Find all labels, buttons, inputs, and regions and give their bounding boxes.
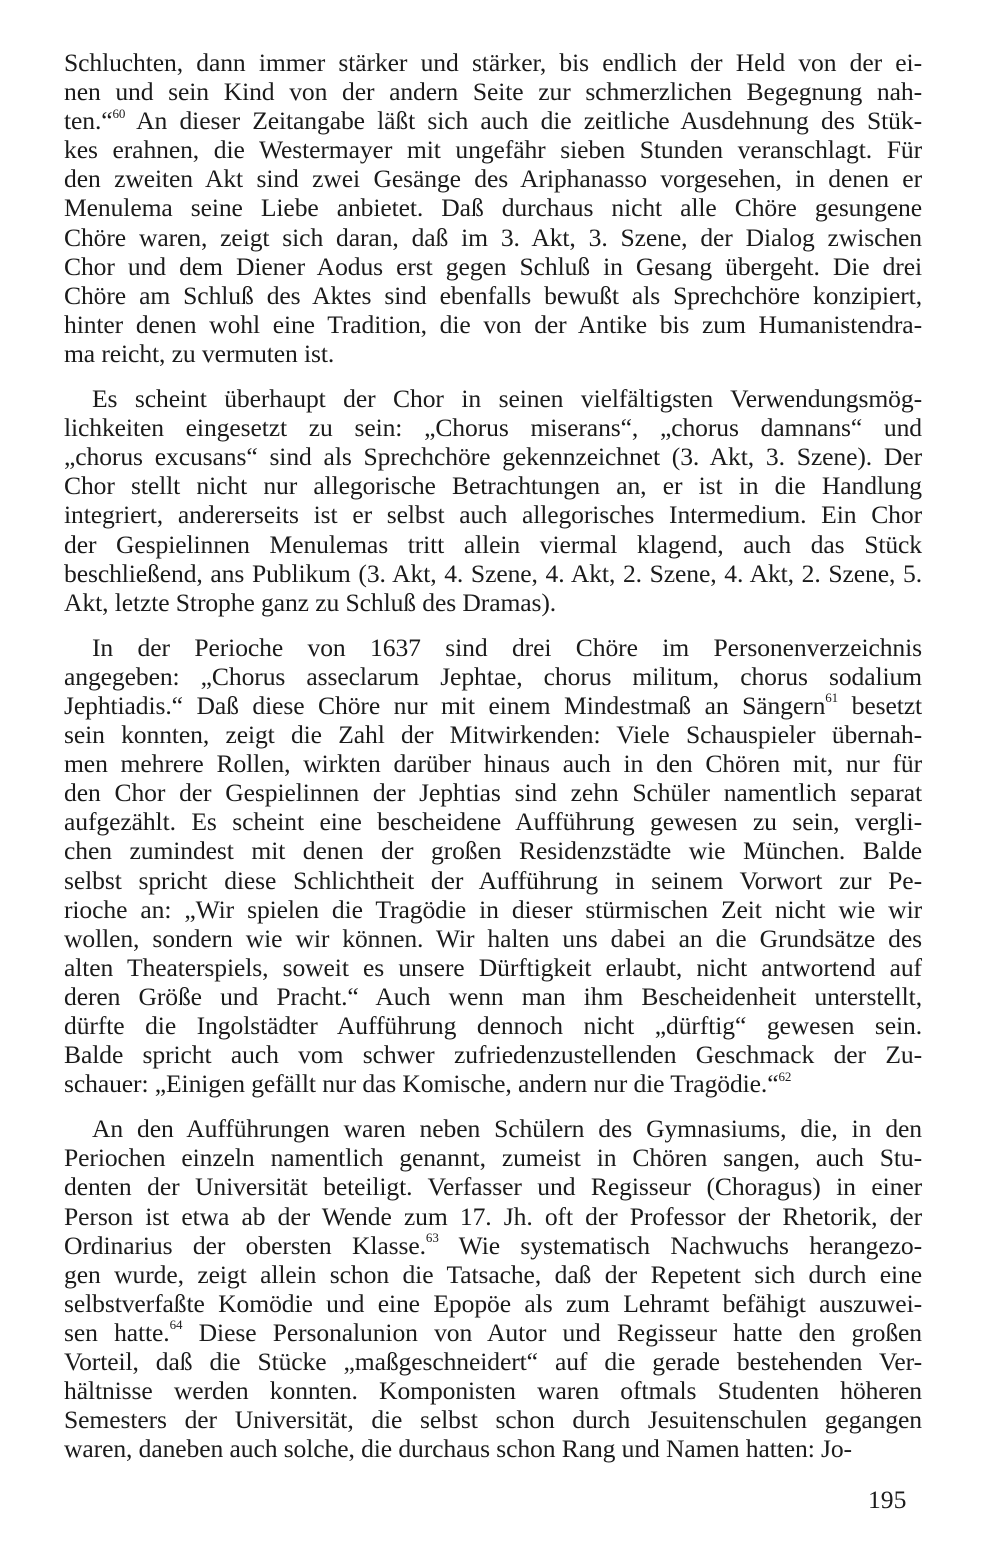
paragraph xyxy=(64,48,922,368)
paragraph xyxy=(64,384,922,617)
text-line: ma reicht, zu vermuten ist. xyxy=(64,338,335,368)
page-body xyxy=(64,48,922,1479)
text-line xyxy=(64,1069,922,1098)
text-line: hältnisse werden konnten. Komponisten waren oftmals Studenten höheren xyxy=(64,1376,922,1406)
text-line: deren Größe und Pracht.“ Auch wenn man ihm Bescheidenheit unterstellt, xyxy=(64,981,922,1011)
text-line: selbst spricht diese Schlichtheit der Aufführung in seinem Vorwort zur Pe- xyxy=(64,865,922,895)
text-segment: besetzt xyxy=(838,690,923,720)
text-segment: sen hatte. xyxy=(64,1317,170,1347)
footnote-marker: 61 xyxy=(825,690,839,706)
text-line xyxy=(64,691,922,720)
text-line: Menulema seine Liebe anbietet. Daß durchaus nicht alle Chöre gesungene xyxy=(64,193,922,223)
text-line: Schluchten, dann immer stärker und stärker, bis endlich der Held von der ei- xyxy=(64,48,922,77)
text-line: Vorteil, daß die Stücke „maßgeschneidert“ auf die gerade bestehenden Ver- xyxy=(64,1347,922,1377)
text-segment: ten.“ xyxy=(64,106,113,136)
text-line: Semesters der Universität, die selbst schon durch Jesuitenschulen gegangen xyxy=(64,1405,922,1435)
text-line: wollen, sondern wie wir können. Wir halten uns dabei an die Grundsätze des xyxy=(64,923,922,953)
text-line: den zweiten Akt sind zwei Gesänge des Ariphanasso vorgesehen, in denen er xyxy=(64,164,922,194)
footnote-marker: 62 xyxy=(778,1068,792,1084)
text-line: Balde spricht auch vom schwer zufriedenzustellenden Geschmack der Zu- xyxy=(64,1040,922,1070)
text-line: rioche an: „Wir spielen die Tragödie in dieser stürmischen Zeit nicht wie wir xyxy=(64,894,922,924)
page-number: 195 xyxy=(868,1485,907,1514)
text-line: den Chor der Gespielinnen der Jephtias sind zehn Schüler namentlich separat xyxy=(64,778,922,808)
text-line: In der Perioche von 1637 sind drei Chöre im Personenverzeichnis xyxy=(92,632,922,662)
text-line: Periochen einzeln namentlich genannt, zumeist in Chören sangen, auch Stu- xyxy=(64,1143,922,1173)
text-line: waren, daneben auch solche, die durchaus schon Rang und Namen hatten: Jo- xyxy=(64,1434,852,1464)
text-line: alten Theaterspiels, soweit es unsere Dürftigkeit erlaubt, nicht antwortend auf xyxy=(64,952,922,982)
text-line: kes erahnen, die Westermayer mit ungefähr sieben Stunden veranschlagt. Für xyxy=(64,135,922,165)
text-line: Person ist etwa ab der Wende zum 17. Jh. oft der Professor der Rhetorik, der xyxy=(64,1201,922,1231)
text-segment: An dieser Zeitangabe läßt sich auch die zeitliche Ausdehnung des Stük- xyxy=(125,106,922,136)
text-line: Es scheint überhaupt der Chor in seinen vielfältigsten Verwendungsmög- xyxy=(92,384,922,414)
text-line: men mehrere Rollen, wirkten darüber hinaus auch in den Chören mit, nur für xyxy=(64,749,922,779)
text-line: „chorus excusans“ sind als Sprechchöre gekennzeichnet (3. Akt, 3. Szene). Der xyxy=(64,442,922,472)
text-segment: Ordinarius der obersten Klasse. xyxy=(64,1230,426,1260)
footnote-marker: 63 xyxy=(425,1230,439,1246)
text-line: Chor und dem Diener Aodus erst gegen Schluß in Gesang übergeht. Die drei xyxy=(64,251,922,281)
text-segment: Diese Personalunion von Autor und Regisseur hatte den großen xyxy=(182,1317,922,1347)
paragraph xyxy=(64,633,922,1099)
text-line xyxy=(64,106,922,135)
text-line: Chöre waren, zeigt sich daran, daß im 3. Akt, 3. Szene, der Dialog zwischen xyxy=(64,222,922,252)
text-line: aufgezählt. Es scheint eine bescheidene Aufführung gewesen zu sein, vergli- xyxy=(64,807,922,837)
text-line: denten der Universität beteiligt. Verfasser und Regisseur (Choragus) in einer xyxy=(64,1172,922,1202)
paragraph xyxy=(64,1114,922,1463)
footnote-marker: 60 xyxy=(112,105,126,121)
text-segment: Jephtiadis.“ Daß diese Chöre nur mit einem Mindestmaß an Sängern xyxy=(64,690,826,720)
text-flow xyxy=(64,48,922,1463)
text-line xyxy=(64,1318,922,1347)
text-segment: schauer: „Einigen gefällt nur das Komische, andern nur die Tragödie.“ xyxy=(64,1069,779,1099)
text-line: hinter denen wohl eine Tradition, die von der Antike bis zum Humanistendra- xyxy=(64,309,922,339)
text-line: der Gespielinnen Menulemas tritt allein viermal klagend, auch das Stück xyxy=(64,529,922,559)
text-line: sein konnten, zeigt die Zahl der Mitwirkenden: Viele Schauspieler übernah- xyxy=(64,720,922,750)
text-line: beschließend, ans Publikum (3. Akt, 4. Szene, 4. Akt, 2. Szene, 4. Akt, 2. Szene, 5. xyxy=(64,558,922,588)
text-line: nen und sein Kind von der andern Seite zur schmerzlichen Begegnung nah- xyxy=(64,77,922,107)
text-line: angegeben: „Chorus asseclarum Jephtae, chorus militum, chorus sodalium xyxy=(64,661,922,691)
text-line: Chöre am Schluß des Aktes sind ebenfalls bewußt als Sprechchöre konzipiert, xyxy=(64,280,922,310)
text-line: Akt, letzte Strophe ganz zu Schluß des Dramas). xyxy=(64,587,557,617)
text-line: lichkeiten eingesetzt zu sein: „Chorus miserans“, „chorus damnans“ und xyxy=(64,413,922,443)
text-line: selbstverfaßte Komödie und eine Epopöe als zum Lehramt befähigt auszuwei- xyxy=(64,1288,922,1318)
text-line: An den Aufführungen waren neben Schülern des Gymnasiums, die, in den xyxy=(92,1114,922,1144)
text-segment: Wie systematisch Nachwuchs herangezo- xyxy=(438,1230,922,1260)
footnote-marker: 64 xyxy=(169,1317,183,1333)
text-line: chen zumindest mit denen der großen Residenzstädte wie München. Balde xyxy=(64,836,922,866)
text-line: integriert, andererseits ist er selbst auch allegorisches Intermedium. Ein Chor xyxy=(64,500,922,530)
text-line: gen wurde, zeigt allein schon die Tatsache, daß der Repetent sich durch eine xyxy=(64,1259,922,1289)
text-line: dürfte die Ingolstädter Aufführung dennoch nicht „dürftig“ gewesen sein. xyxy=(64,1011,922,1040)
text-line: Chor stellt nicht nur allegorische Betrachtungen an, er ist in die Handlung xyxy=(64,471,922,501)
text-line xyxy=(64,1231,922,1260)
